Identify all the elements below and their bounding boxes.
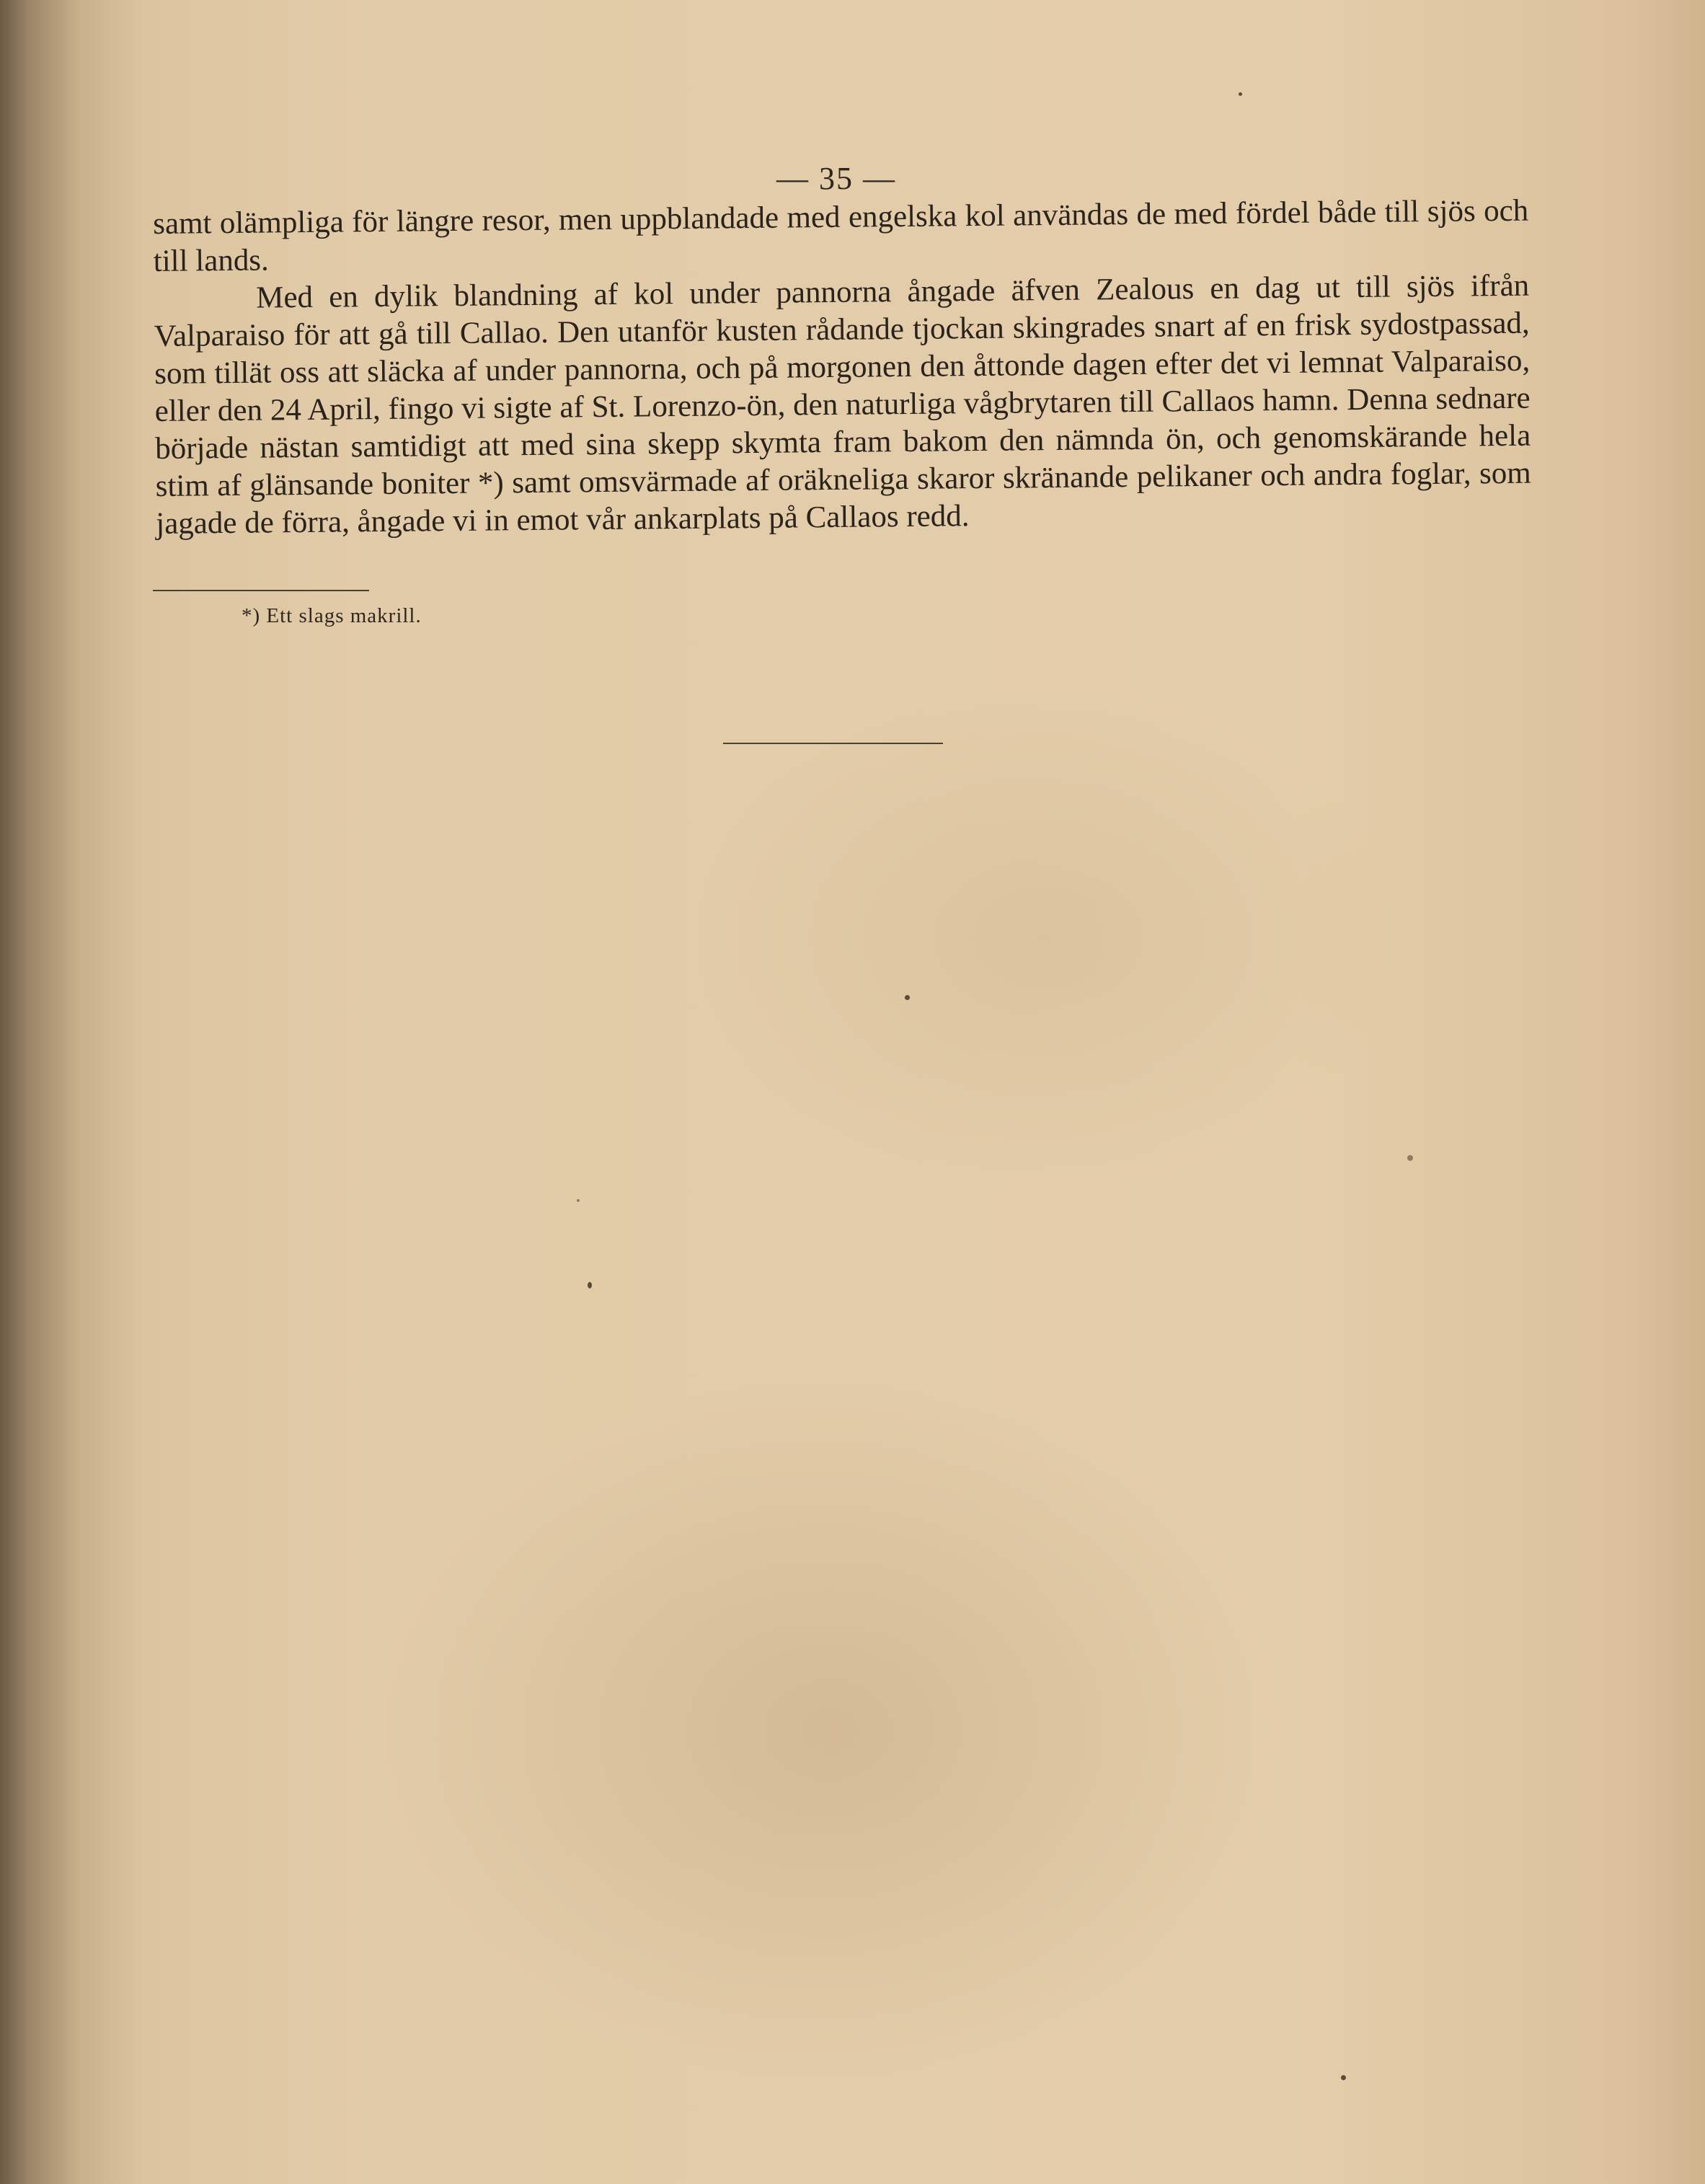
paper-speck xyxy=(588,1282,592,1288)
paper-speck xyxy=(1407,1155,1413,1161)
page-number: — 35 — xyxy=(776,161,896,196)
paper-speck xyxy=(1341,2075,1346,2080)
section-end-rule xyxy=(723,743,943,744)
footnote-separator xyxy=(153,590,369,591)
paper-speck xyxy=(1239,92,1242,96)
body-text xyxy=(153,193,1531,543)
paper-speck xyxy=(905,995,910,1000)
paragraph-voyage-to-callao: Med en dylik blandning af kol under pannorna ångade äfven Zealous en dag ut till sjös ifrån Valparaiso för att gå till Callao. Den utanför kusten rådande tjockan skingrades snart af en frisk sydostpassad, som tillät oss att släcka af under pannorna, och på morgonen den åttonde dagen efter det vi lemnat Valparaiso, eller den 24 April, fingo vi sigte af St. Lorenzo-ön, den naturliga vågbrytaren till Callaos hamn. Denna sednare började nästan samtidigt att med sina skepp skymta fram bakom den nämnda ön, och genomskärande hela stim af glänsande boniter *) samt omsvärmade af oräkneliga skaror skränande pelikaner och andra foglar, som jagade de förra, ångade vi in emot vår ankarplats på Callaos redd. xyxy=(154,268,1531,541)
paragraph-continuation: samt olämpliga för längre resor, men uppblandade med engelska kol användas de med fördel både till sjös och till lands. xyxy=(153,193,1529,278)
footnote: *) Ett slags makrill. xyxy=(242,604,422,627)
paper-speck xyxy=(577,1199,580,1202)
